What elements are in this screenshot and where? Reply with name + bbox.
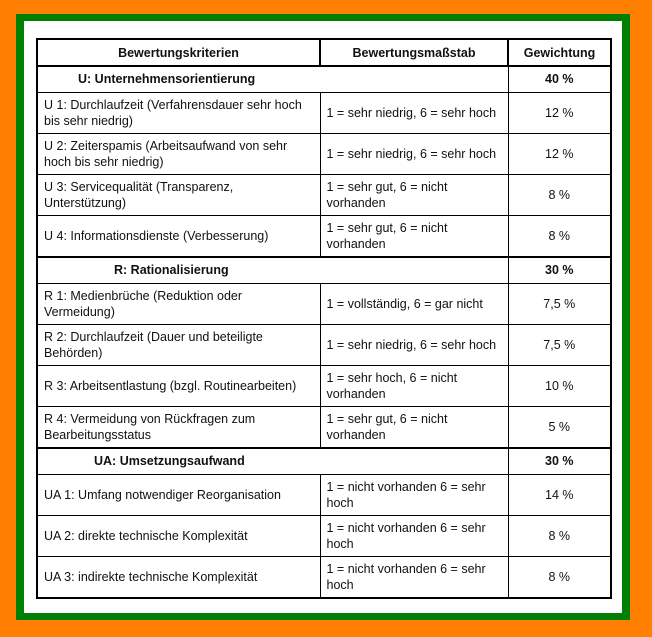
- weight-cell: 7,5 %: [508, 284, 611, 325]
- section-weight: 30 %: [508, 257, 611, 284]
- criterion-cell: U 2: Zeiterspamis (Arbeitsaufwand von sehr hoch bis sehr niedrig): [37, 134, 320, 175]
- criterion-cell: UA 2: direkte technische Komplexität: [37, 516, 320, 557]
- section-title: UA: Umsetzungsaufwand: [37, 448, 508, 475]
- section-title: U: Unternehmensorientierung: [37, 66, 508, 93]
- criterion-cell: UA 1: Umfang notwendiger Reorganisation: [37, 475, 320, 516]
- weight-cell: 5 %: [508, 407, 611, 449]
- section-row-u: [37, 66, 611, 93]
- table-row: [37, 516, 611, 557]
- weight-cell: 10 %: [508, 366, 611, 407]
- scale-cell: 1 = sehr gut, 6 = nicht vorhanden: [320, 216, 508, 258]
- scale-cell: 1 = vollständig, 6 = gar nicht: [320, 284, 508, 325]
- weight-cell: 7,5 %: [508, 325, 611, 366]
- scale-cell: 1 = nicht vorhanden 6 = sehr hoch: [320, 557, 508, 599]
- section-row-r: [37, 257, 611, 284]
- criterion-cell: U 1: Durchlaufzeit (Verfahrensdauer sehr hoch bis sehr niedrig): [37, 93, 320, 134]
- scale-cell: 1 = sehr hoch, 6 = nicht vorhanden: [320, 366, 508, 407]
- weight-cell: 8 %: [508, 216, 611, 258]
- scale-cell: 1 = sehr niedrig, 6 = sehr hoch: [320, 325, 508, 366]
- weight-cell: 12 %: [508, 93, 611, 134]
- section-title: R: Rationalisierung: [37, 257, 508, 284]
- criterion-cell: UA 3: indirekte technische Komplexität: [37, 557, 320, 599]
- header-scale: Bewertungsmaßstab: [320, 39, 508, 66]
- table-row: [37, 366, 611, 407]
- criterion-cell: R 3: Arbeitsentlastung (bzgl. Routinearbeiten): [37, 366, 320, 407]
- scale-cell: 1 = nicht vorhanden 6 = sehr hoch: [320, 516, 508, 557]
- header-criteria: Bewertungskriterien: [37, 39, 320, 66]
- table-header-row: [37, 39, 611, 66]
- table-row: [37, 325, 611, 366]
- criterion-cell: R 1: Medienbrüche (Reduktion oder Vermeidung): [37, 284, 320, 325]
- weight-cell: 8 %: [508, 557, 611, 599]
- table-row: [37, 407, 611, 449]
- criterion-cell: U 3: Servicequalität (Transparenz, Unterstützung): [37, 175, 320, 216]
- section-weight: 40 %: [508, 66, 611, 93]
- document-sheet: [24, 21, 622, 613]
- table-row: [37, 93, 611, 134]
- scale-cell: 1 = sehr niedrig, 6 = sehr hoch: [320, 134, 508, 175]
- table-row: [37, 216, 611, 258]
- weight-cell: 8 %: [508, 516, 611, 557]
- header-weight: Gewichtung: [508, 39, 611, 66]
- scale-cell: 1 = sehr gut, 6 = nicht vorhanden: [320, 175, 508, 216]
- outer-frame: [16, 14, 630, 620]
- table-row: [37, 175, 611, 216]
- weight-cell: 8 %: [508, 175, 611, 216]
- weight-cell: 14 %: [508, 475, 611, 516]
- section-weight: 30 %: [508, 448, 611, 475]
- table-row: [37, 134, 611, 175]
- criterion-cell: R 4: Vermeidung von Rückfragen zum Bearbeitungsstatus: [37, 407, 320, 449]
- table-row: [37, 475, 611, 516]
- table-row: [37, 557, 611, 599]
- criterion-cell: R 2: Durchlaufzeit (Dauer und beteiligte Behörden): [37, 325, 320, 366]
- table-row: [37, 284, 611, 325]
- scale-cell: 1 = nicht vorhanden 6 = sehr hoch: [320, 475, 508, 516]
- scale-cell: 1 = sehr niedrig, 6 = sehr hoch: [320, 93, 508, 134]
- evaluation-criteria-table: [36, 38, 612, 599]
- section-row-ua: [37, 448, 611, 475]
- scale-cell: 1 = sehr gut, 6 = nicht vorhanden: [320, 407, 508, 449]
- criterion-cell: U 4: Informationsdienste (Verbesserung): [37, 216, 320, 258]
- weight-cell: 12 %: [508, 134, 611, 175]
